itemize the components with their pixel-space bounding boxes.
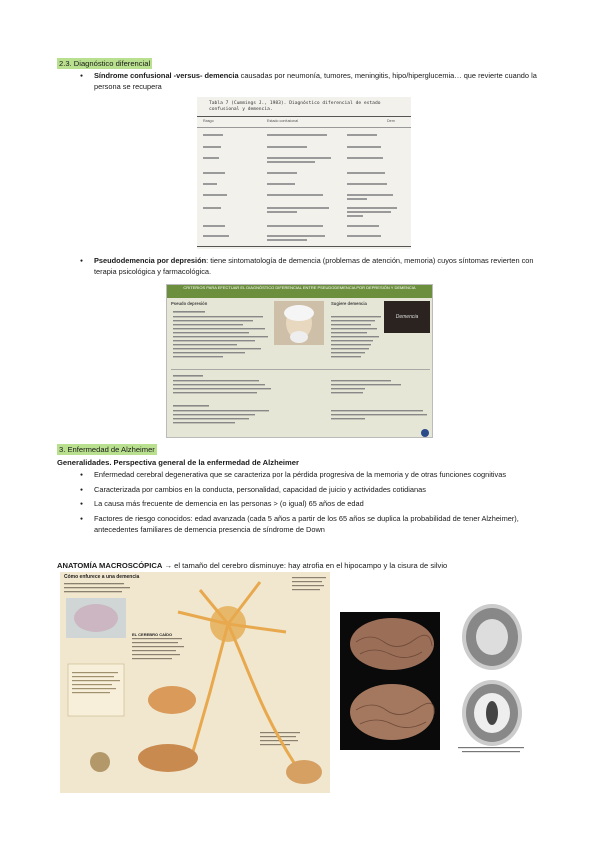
brain-photo-graphic [340, 612, 440, 750]
list-item: ● Enfermedad cerebral degenerativa que se caracteriza por la pérdida progresiva de la memoria y de otras funciones cognitivas [80, 470, 550, 481]
dementia-logo-image: Demencia [384, 301, 430, 333]
brain-photos-image [340, 612, 440, 750]
alzheimer-neuron-illustration [60, 572, 330, 793]
pseudodementia-criteria-image [166, 284, 433, 438]
criteria-text-graphic [167, 285, 433, 438]
right-column-title: Sugiere demencia [331, 301, 367, 306]
bullet-list-pseudodementia [80, 256, 550, 281]
bullet-list-confusional [80, 71, 550, 96]
list-item: ● La causa más frecuente de demencia en las personas > (o igual) 65 años de edad [80, 499, 550, 510]
heading-text: 2.3. Diagnóstico diferencial [59, 59, 151, 68]
list-item: ● Caracterizada por cambios en la conducta, personalidad, capacidad de juicio y actividades cotidianas [80, 485, 550, 496]
section-heading-2-3 [57, 58, 152, 69]
list-item: ● Pseudodemencia por depresión: tiene sintomatología de demencia (problemas de atención, memoria) cuyos síntomas revierten con terapia psicológica y farmacológica. [80, 256, 550, 277]
list-item: ● Factores de riesgo conocidos: edad avanzada (cada 5 años a partir de los 65 años se duplica la probabilidad de tener Alzheimer), antecedentes familiares de demencia presencia de síndrome de Down [80, 514, 550, 535]
criteria-banner: CRITERIOS PARA EFECTUAR EL DIAGNÓSTICO DIFERENCIAL ENTRE PSEUDODEMENCIA POR DEPRESIÓN Y DEMENCIA [167, 285, 432, 298]
heading-text: 3. Enfermedad de Alzheimer [59, 445, 155, 454]
list-item: ● Síndrome confusional -versus- demencia causadas por neumonía, tumores, meningitis, hipo/hiperglucemia… que revierte cuando la persona se recupera [80, 71, 550, 92]
illustration-subtitle: EL CEREBRO CAÍDO [132, 632, 173, 637]
neuron-drawing [60, 572, 330, 793]
bullet-list-alzheimer [80, 470, 550, 540]
differential-table-image: Tabla 7 (Cummings J., 1983). Diagnóstico diferencial de estado confusional y demencia. Rasgo Estado confusional Dem [197, 97, 411, 249]
left-column-title: Pseudo depresión [171, 301, 208, 306]
mri-scans-image [452, 597, 529, 757]
illustration-title: Cómo enfurece a una demencia [64, 574, 140, 580]
table-rows-graphic [197, 97, 411, 249]
subheading-generalidades: Generalidades. Perspectiva general de la enfermedad de Alzheimer [57, 458, 299, 467]
anatomy-heading: ANATOMÍA MACROSCÓPICA → el tamaño del cerebro disminuye: hay atrofia en el hipocampo y la cisura de silvio [57, 561, 448, 570]
table-caption: Tabla 7 (Cummings J., 1983). Diagnóstico diferencial de estado confusional y demencia. [209, 101, 381, 112]
mri-graphic [452, 597, 529, 757]
section-heading-3 [57, 444, 157, 455]
